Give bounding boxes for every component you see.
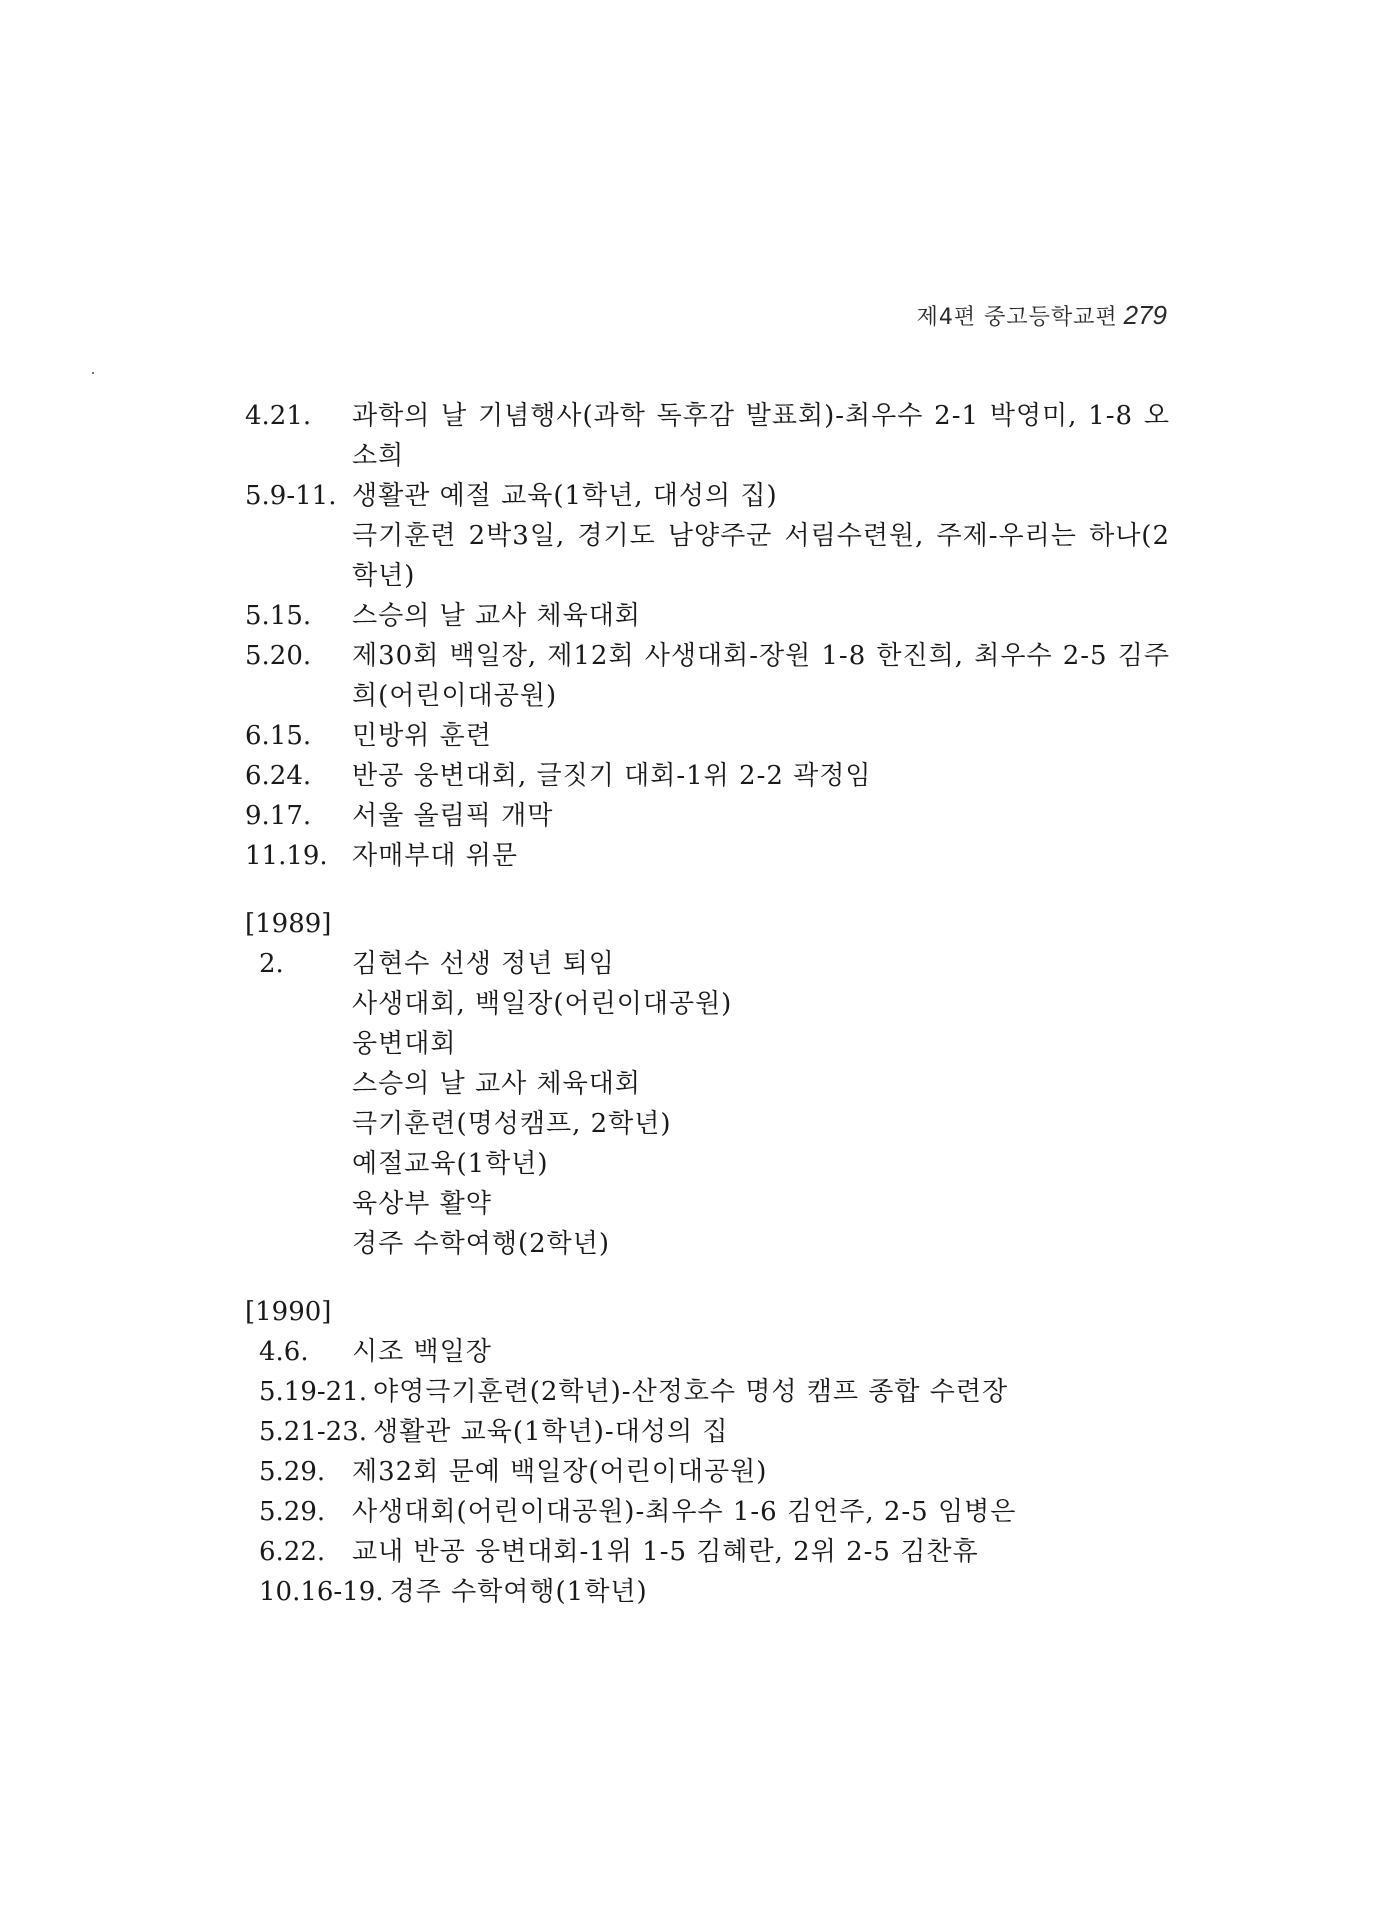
entry	[245, 1224, 1170, 1264]
entry-text: 야영극기훈련(2학년)-산정호수 명성 캠프 종합 수련장	[373, 1377, 1009, 1407]
entry	[245, 1144, 1170, 1184]
entry	[245, 1452, 1170, 1492]
running-header-title: 제4편 중고등학교편	[916, 305, 1118, 330]
year-heading: [1989]	[245, 909, 332, 939]
section-1989	[245, 904, 1170, 1264]
section-1988	[245, 396, 1170, 876]
entry-text: 웅변대회	[352, 1029, 457, 1059]
entry-text: 극기훈련(명성캠프, 2학년)	[352, 1109, 672, 1139]
entry-date: 6.24.	[245, 761, 312, 791]
entry-text: 육상부 활약	[352, 1189, 492, 1219]
entry-date: 5.9-11.	[245, 481, 337, 511]
entry	[245, 1372, 1170, 1412]
entry-text: 교내 반공 웅변대회-1위 1-5 김혜란, 2위 2-5 김찬휴	[352, 1537, 979, 1567]
entry	[245, 796, 1170, 836]
entry-text: 서울 올림픽 개막	[352, 801, 554, 831]
entry	[245, 476, 1170, 516]
entry	[245, 836, 1170, 876]
entry-text: 경주 수학여행(2학년)	[352, 1229, 611, 1259]
scan-speck	[92, 372, 94, 374]
entry	[245, 1064, 1170, 1104]
entry-date: 2.	[259, 949, 284, 979]
entry	[245, 716, 1170, 756]
entry	[245, 1532, 1170, 1572]
page-number: 279	[1123, 300, 1167, 330]
entry-date: 5.21-23.	[259, 1417, 368, 1447]
entry-text: 과학의 날 기념행사(과학 독후감 발표회)-최우수 2-1 박영미, 1-8 오소희	[352, 401, 1170, 471]
entry-date: 5.29.	[259, 1457, 326, 1487]
entry-date: 5.20.	[245, 641, 312, 671]
entry-date: 11.19.	[245, 841, 328, 871]
entry	[245, 1572, 1170, 1612]
entry-text: 스승의 날 교사 체육대회	[352, 601, 641, 631]
chronology	[245, 396, 1170, 1640]
entry	[245, 596, 1170, 636]
entry-date: 9.17.	[245, 801, 312, 831]
entry-date: 10.16-19.	[259, 1577, 384, 1607]
entry	[245, 1492, 1170, 1532]
entry	[245, 516, 1170, 596]
entry-text: 생활관 교육(1학년)-대성의 집	[373, 1417, 729, 1447]
entry-text: 제32회 문예 백일장(어린이대공원)	[352, 1457, 768, 1487]
entry-text: 김현수 선생 정년 퇴임	[352, 949, 615, 979]
entry-date: 6.15.	[245, 721, 312, 751]
entry	[245, 1184, 1170, 1224]
entry-date: 4.6.	[259, 1337, 309, 1367]
entry-text: 시조 백일장	[352, 1337, 492, 1367]
entry-date: 4.21.	[245, 401, 312, 431]
running-header	[917, 300, 1167, 331]
entry-text: 자매부대 위문	[352, 841, 518, 871]
entry-text: 민방위 훈련	[352, 721, 492, 751]
entry	[245, 1024, 1170, 1064]
entry-text: 경주 수학여행(1학년)	[389, 1577, 648, 1607]
entry-text: 사생대회, 백일장(어린이대공원)	[352, 989, 733, 1019]
entry	[245, 984, 1170, 1024]
entry-date: 5.29.	[259, 1497, 326, 1527]
entry	[245, 1332, 1170, 1372]
entry	[245, 944, 1170, 984]
entry-date: 5.19-21.	[259, 1377, 368, 1407]
entry	[245, 756, 1170, 796]
entry	[245, 1412, 1170, 1452]
entry-text: 사생대회(어린이대공원)-최우수 1-6 김언주, 2-5 임병은	[352, 1497, 1017, 1527]
entry-text: 제30회 백일장, 제12회 사생대회-장원 1-8 한진희, 최우수 2-5 김주희(어린이대공원)	[352, 641, 1170, 711]
entry	[245, 1104, 1170, 1144]
entry-date: 5.15.	[245, 601, 312, 631]
year-heading: [1990]	[245, 1297, 332, 1327]
entry-text: 극기훈련 2박3일, 경기도 남양주군 서림수련원, 주제-우리는 하나(2학년)	[352, 521, 1170, 591]
entry	[245, 396, 1170, 476]
entry-text: 예절교육(1학년)	[352, 1149, 549, 1179]
entry	[245, 636, 1170, 716]
entry-text: 스승의 날 교사 체육대회	[352, 1069, 641, 1099]
section-1990	[245, 1292, 1170, 1612]
entry-text: 생활관 예절 교육(1학년, 대성의 집)	[352, 481, 778, 511]
entry-text: 반공 웅변대회, 글짓기 대회-1위 2-2 곽정임	[352, 761, 872, 791]
entry-date: 6.22.	[259, 1537, 326, 1567]
